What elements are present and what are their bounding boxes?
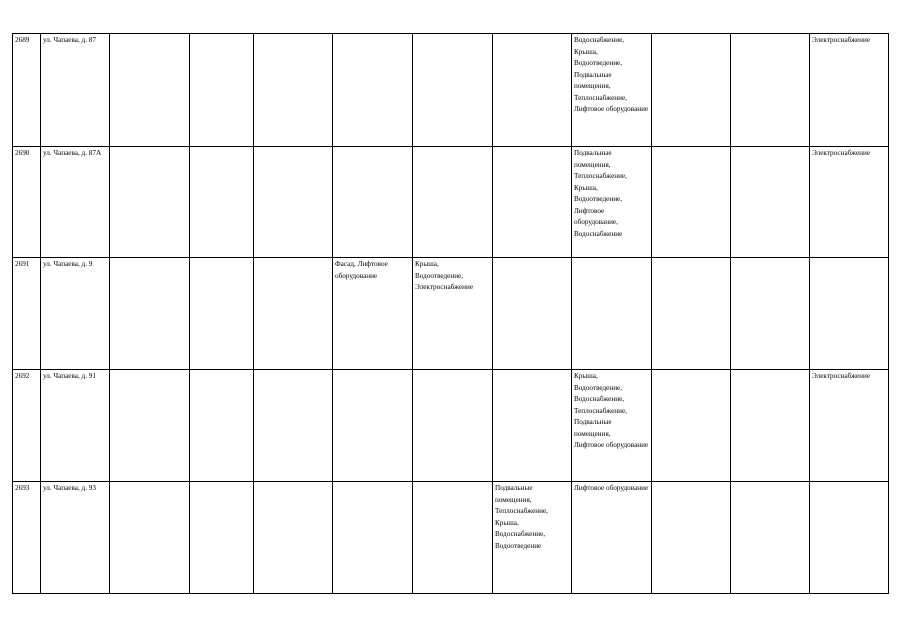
col-11-cell — [731, 258, 810, 370]
col-3-cell — [110, 147, 190, 258]
col-10-cell — [652, 147, 731, 258]
col-9-cell: Крыша, Водоотведение, Водоснабжение, Теплоснабжение, Подвальные помещения, Лифтовое оборудование — [572, 370, 652, 482]
col-9-cell: Подвальные помещения, Теплоснабжение, Крыша, Водоотведение, Лифтовое оборудование, Водоснабжение — [572, 147, 652, 258]
row-number: 2690 — [13, 147, 41, 258]
address-cell: ул. Чапаева, д. 87 — [41, 34, 110, 147]
table-body — [13, 34, 889, 594]
address-cell: ул. Чапаева, д. 9 — [41, 258, 110, 370]
col-12-cell — [810, 482, 889, 594]
col-9-cell — [572, 258, 652, 370]
col-8-cell: Подвальные помещения, Теплоснабжение, Крыша, Водоснабжение, Водоотведение — [493, 482, 572, 594]
col-10-cell — [652, 370, 731, 482]
col-4-cell — [190, 34, 254, 147]
table-row — [13, 258, 889, 370]
col-12-cell: Электроснабжение — [810, 370, 889, 482]
col-6-cell: Фасад, Лифтовое оборудование — [333, 258, 413, 370]
col-10-cell — [652, 258, 731, 370]
col-12-cell: Электроснабжение — [810, 147, 889, 258]
col-6-cell — [333, 34, 413, 147]
col-11-cell — [731, 482, 810, 594]
col-8-cell — [493, 147, 572, 258]
col-4-cell — [190, 147, 254, 258]
col-7-cell — [413, 370, 493, 482]
col-7-cell — [413, 34, 493, 147]
col-10-cell — [652, 482, 731, 594]
col-8-cell — [493, 370, 572, 482]
table-row — [13, 370, 889, 482]
col-3-cell — [110, 34, 190, 147]
col-6-cell — [333, 370, 413, 482]
col-5-cell — [254, 258, 333, 370]
row-number: 2693 — [13, 482, 41, 594]
col-6-cell — [333, 482, 413, 594]
col-9-cell: Водоснабжение, Крыша, Водоотведение, Подвальные помещения, Теплоснабжение, Лифтовое оборудование — [572, 34, 652, 147]
address-cell: ул. Чапаева, д. 93 — [41, 482, 110, 594]
col-7-cell — [413, 482, 493, 594]
col-5-cell — [254, 370, 333, 482]
col-4-cell — [190, 258, 254, 370]
col-11-cell — [731, 370, 810, 482]
col-11-cell — [731, 147, 810, 258]
col-4-cell — [190, 370, 254, 482]
col-4-cell — [190, 482, 254, 594]
address-cell: ул. Чапаева, д. 91 — [41, 370, 110, 482]
table-row — [13, 482, 889, 594]
row-number: 2691 — [13, 258, 41, 370]
col-5-cell — [254, 34, 333, 147]
col-3-cell — [110, 258, 190, 370]
document-table — [12, 33, 889, 594]
col-7-cell: Крыша, Водоотведение, Электроснабжение — [413, 258, 493, 370]
col-5-cell — [254, 482, 333, 594]
address-cell: ул. Чапаева, д. 87А — [41, 147, 110, 258]
col-5-cell — [254, 147, 333, 258]
col-11-cell — [731, 34, 810, 147]
col-8-cell — [493, 34, 572, 147]
table-row — [13, 147, 889, 258]
col-12-cell: Электроснабжение — [810, 34, 889, 147]
col-12-cell — [810, 258, 889, 370]
col-8-cell — [493, 258, 572, 370]
col-6-cell — [333, 147, 413, 258]
col-7-cell — [413, 147, 493, 258]
row-number: 2692 — [13, 370, 41, 482]
col-3-cell — [110, 370, 190, 482]
table-row — [13, 34, 889, 147]
col-9-cell: Лифтовое оборудование — [572, 482, 652, 594]
col-3-cell — [110, 482, 190, 594]
col-10-cell — [652, 34, 731, 147]
row-number: 2689 — [13, 34, 41, 147]
